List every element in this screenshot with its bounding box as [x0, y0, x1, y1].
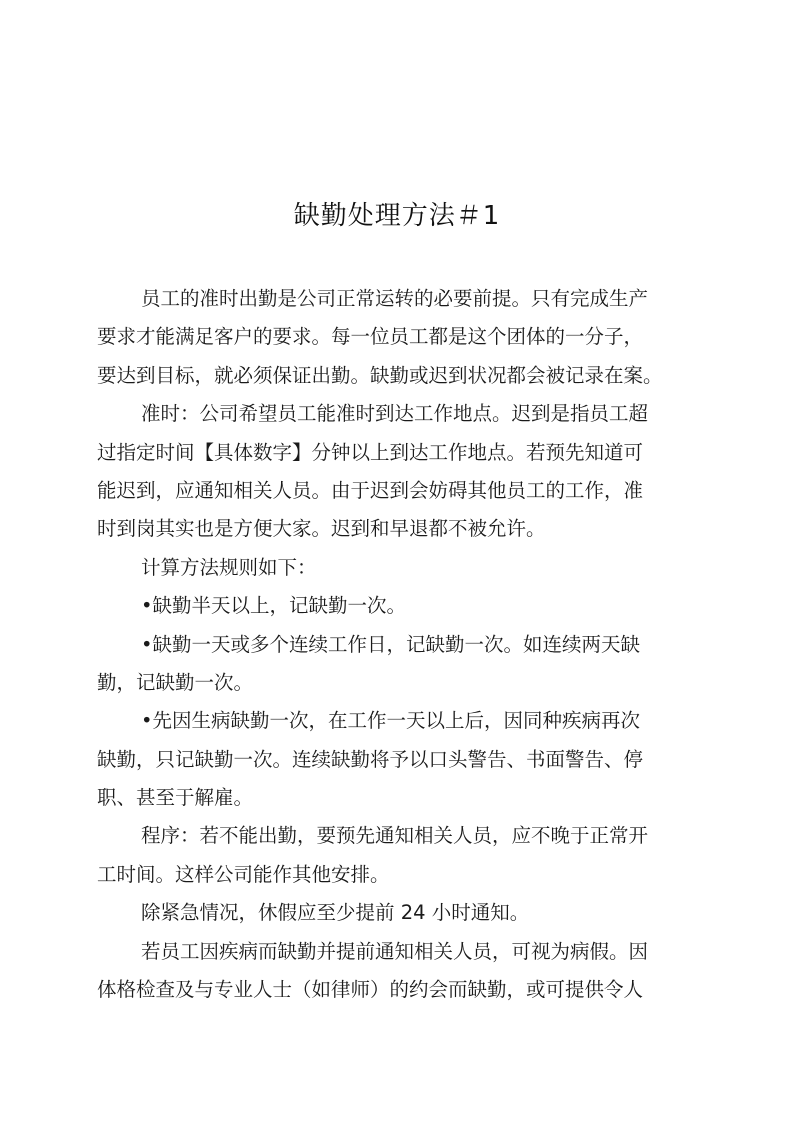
text-line: 要达到目标，就必须保证出勤。缺勤或迟到状况都会被记录在案。: [97, 363, 663, 387]
text-line: 缺勤，只记缺勤一次。连续缺勤将予以口头警告、书面警告、停: [97, 747, 644, 771]
text-line: •先因生病缺勤一次，在工作一天以上后，因同种疾病再次: [141, 709, 641, 733]
text-line: •缺勤一天或多个连续工作日，记缺勤一次。如连续两天缺: [141, 632, 641, 656]
text-line: 勤，记缺勤一次。: [97, 670, 254, 694]
text-line: 除紧急情况，休假应至少提前 24 小时通知。: [141, 901, 530, 925]
document-title: 缺勤处理方法＃1: [293, 201, 501, 231]
text-line: 程序：若不能出勤，要预先通知相关人员，应不晚于正常开: [141, 824, 649, 848]
paragraph-rule-1: [97, 587, 697, 625]
text-line: 时到岗其实也是方便大家。迟到和早退都不被允许。: [97, 517, 546, 541]
text-line: 若员工因疾病而缺勤并提前通知相关人员，可视为病假。因: [141, 939, 649, 963]
text-line: 要求才能满足客户的要求。每一位员工都是这个团体的一分子，: [97, 325, 644, 349]
paragraph-punctuality: [97, 395, 697, 549]
paragraph-rules-heading: [97, 549, 697, 587]
paragraph-sick-leave: [97, 933, 697, 1010]
text-line: 员工的准时出勤是公司正常运转的必要前提。只有完成生产: [141, 287, 649, 310]
text-line: 能迟到，应通知相关人员。由于迟到会妨碍其他员工的工作，准: [97, 478, 644, 502]
text-line: 体格检查及与专业人士（如律师）的约会而缺勤，或可提供令人: [97, 978, 644, 1002]
paragraph-rule-2: [97, 626, 697, 703]
document-body: [97, 280, 697, 1009]
text-line: •缺勤半天以上，记缺勤一次。: [141, 594, 407, 618]
text-line: 职、甚至于解雇。: [97, 786, 254, 810]
text-line: 准时：公司希望员工能准时到达工作地点。迟到是指员工超: [141, 402, 649, 426]
text-line: 计算方法规则如下：: [141, 555, 317, 579]
paragraph-intro: [97, 280, 697, 395]
paragraph-procedure: [97, 817, 697, 894]
text-line: 过指定时间【具体数字】分钟以上到达工作地点。若预先知道可: [97, 440, 644, 464]
paragraph-rule-3: [97, 702, 697, 817]
text-line: 工时间。这样公司能作其他安排。: [97, 862, 390, 886]
paragraph-leave-notice: [97, 894, 697, 932]
